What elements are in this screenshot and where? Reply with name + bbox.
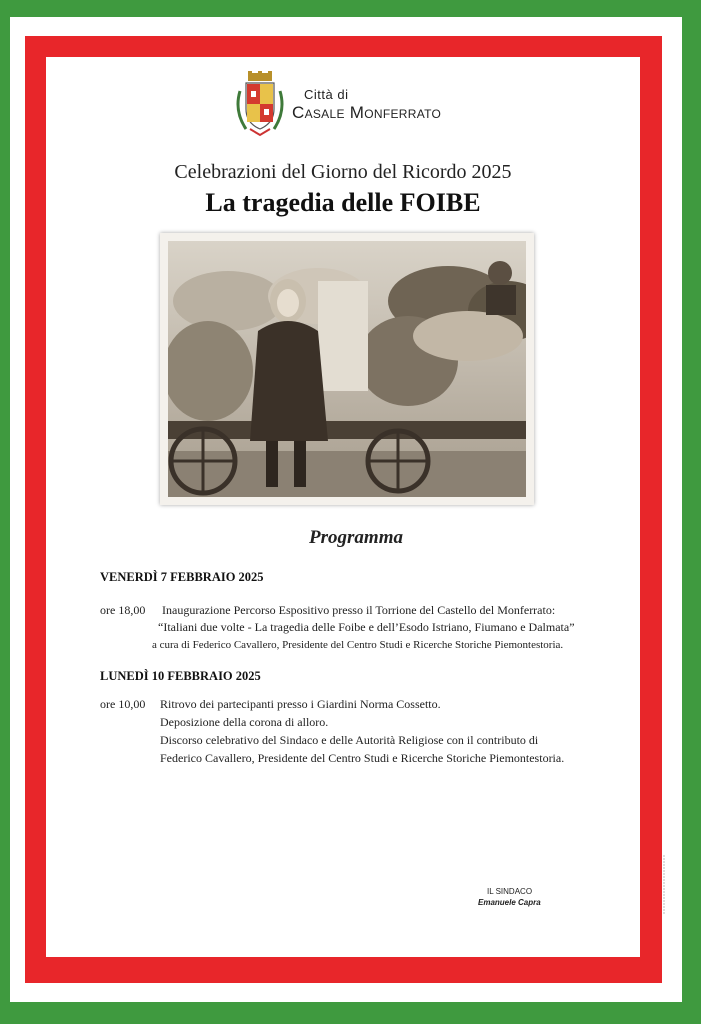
program-day-1-time: ore 18,00: [100, 603, 146, 617]
signature-role: IL SINDACO: [487, 887, 533, 896]
program-heading: Programma: [309, 527, 403, 548]
program-day-1-line-1: Inaugurazione Percorso Espositivo presso il Torrione del Castello del Monferrato:: [162, 603, 556, 617]
program-day-2-date: LUNEDÌ 10 FEBBRAIO 2025: [100, 669, 261, 683]
program-day-2-line-2: Deposizione della corona di alloro.: [160, 715, 329, 729]
event-subtitle: Celebrazioni del Giorno del Ricordo 2025: [174, 161, 512, 183]
program-day-2-line-1: Ritrovo dei partecipanti presso i Giardini Norma Cossetto.: [160, 697, 441, 711]
historic-photo-frame: [160, 233, 534, 505]
historic-photo-icon: [168, 241, 526, 497]
program-day-1-line-2: “Italiani due volte - La tragedia delle Foibe e dell’Esodo Istriano, Fiumano e Dalmata”: [158, 620, 575, 634]
printer-note-icon: [661, 855, 667, 915]
signature-name: Emanuele Capra: [478, 898, 541, 907]
program-day-1-date: VENERDÌ 7 FEBBRAIO 2025: [100, 570, 264, 584]
city-name: Casale Monferrato: [292, 103, 442, 122]
city-label: Città di: [304, 87, 349, 102]
program-day-1-line-3: a cura di Federico Cavallero, Presidente del Centro Studi e Ricerche Storiche Piemontestoria.: [152, 639, 564, 651]
event-title: La tragedia delle FOIBE: [205, 188, 481, 217]
poster-sheet: [46, 57, 640, 957]
program-day-2-line-3: Discorso celebrativo del Sindaco e delle Autorità Religiose con il contributo di: [160, 733, 539, 747]
program-day-2-line-4: Federico Cavallero, Presidente del Centro Studi e Ricerche Storiche Piemontestoria.: [160, 751, 565, 765]
program-day-2-time: ore 10,00: [100, 697, 146, 711]
coat-of-arms-icon: [232, 71, 288, 137]
